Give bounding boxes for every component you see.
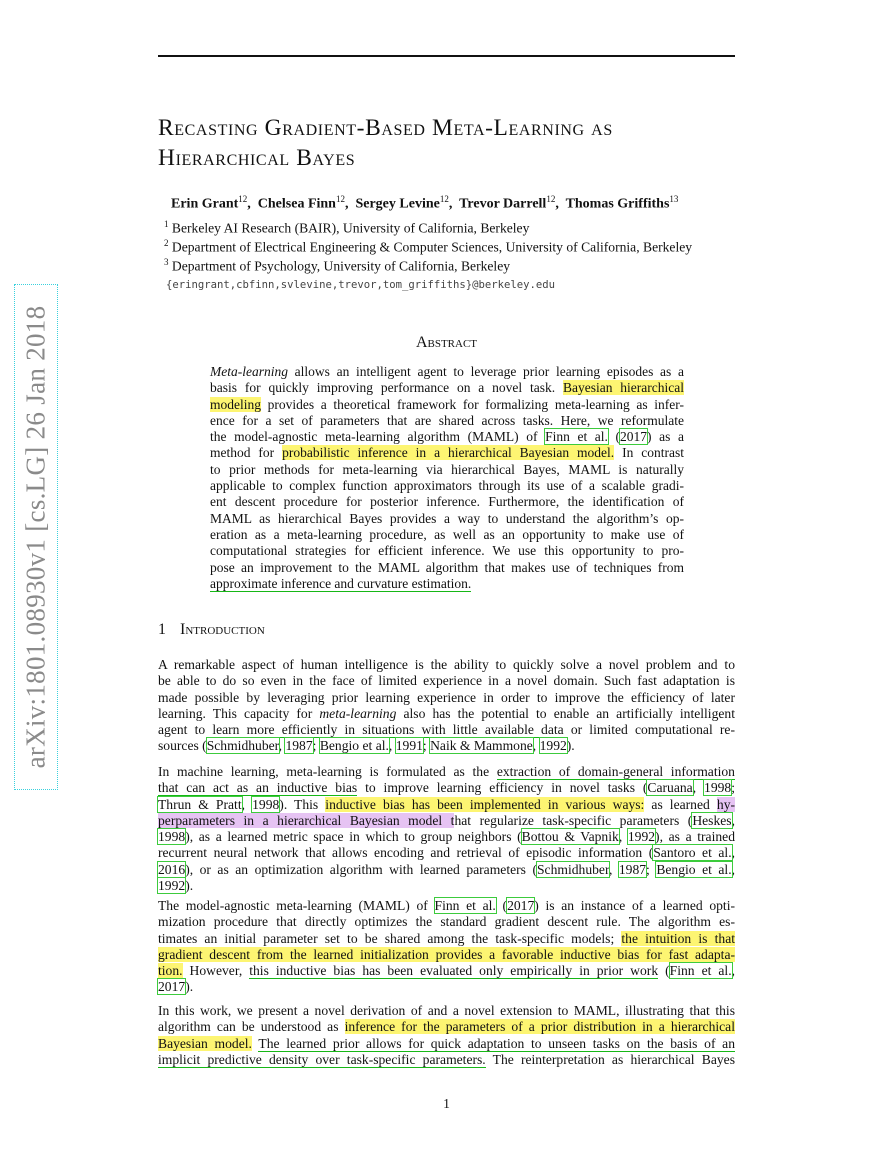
text-line: 1998), as a learned metric space in which to group neighbors (Bottou & Vapnik, 1992), as a trained [158, 829, 735, 845]
highlight[interactable]: tion. [158, 963, 183, 979]
highlight[interactable]: Bayesian hierarchical [562, 380, 684, 396]
paragraph-4 [158, 1003, 735, 1068]
text-line: learning. This capacity for meta-learning also has the potential to enable an artificially intelligent [158, 705, 735, 721]
highlight[interactable]: inductive bias has been implemented in various ways: [325, 796, 645, 812]
abstract-body [210, 364, 684, 592]
abstract-heading: Abstract [415, 334, 478, 351]
text-line: that can act as an inductive bias to improve learning efficiency in novel tasks (Caruana, 1998; [158, 780, 735, 796]
text-line: recurrent neural network that allows encoding and retrieval of episodic information (Santoro et al., [158, 845, 736, 861]
highlight[interactable]: probabilistic inference in a hierarchical Bayesian model. [282, 445, 615, 461]
underline-annotation[interactable]: approximate inference and curvature estimation. [210, 575, 472, 591]
author: Erin Grant [171, 196, 239, 212]
text-line [158, 947, 735, 963]
highlight[interactable]: perparameters in a hierarchical Bayesian model t [158, 812, 455, 828]
citation-link[interactable]: Schmidhuber [206, 738, 279, 754]
abstract-line: to prior methods for meta-learning via hierarchical Bayes, MAML is naturally [210, 461, 684, 477]
author-list: Erin Grant$^{12}$, Chelsea Finn$^{12}$, Sergey Levine$^{12}$, Trevor Darrell$^{12}$, Thomas Griffiths$^{13}$ [171, 194, 679, 212]
abstract-line: computational strategies for efficient inference. We use this opportunity to pro- [210, 543, 684, 559]
citation-link[interactable]: 1998 [252, 796, 280, 812]
highlight[interactable]: modeling [210, 396, 261, 412]
text-line: mization procedure that directly optimizes the standard gradient descent rule. The algorithm es- [158, 914, 735, 930]
abstract-line: ence for a set of parameters that are shared across tasks. Here, we reformulate [210, 412, 684, 428]
text-line: agent to learn more efficiently in situations with little available data or limited computational re- [158, 722, 735, 738]
citation-link[interactable]: Bengio et al. [656, 861, 732, 877]
citation-link[interactable]: 1992 [158, 878, 186, 894]
paragraph-1 [158, 657, 735, 755]
text-line: A remarkable aspect of human intelligence is the ability to quickly solve a novel problem and to [158, 657, 735, 672]
underline-annotation[interactable]: extraction of domain-general information [496, 764, 735, 779]
citation-link[interactable]: 1998 [704, 780, 732, 796]
abstract-line: eration as a meta-learning procedure, as well as an opportunity to make use of [210, 526, 684, 542]
title-line-2: Hierarchical Bayes [158, 145, 356, 171]
section-heading: 1 Introduction [158, 621, 265, 638]
citation-link[interactable]: Bottou & Vapnik [521, 829, 619, 845]
abstract-line: ent descent procedure for posterior inference. Furthermore, the identification of [210, 494, 684, 510]
text-line: 2016), or as an optimization algorithm with learned parameters (Schmidhuber, 1987; Bengio et al., [158, 861, 736, 877]
text-line: made possible by leveraging prior learning experience in order to improve the efficiency of later [158, 689, 735, 705]
citation-link[interactable]: 1992 [627, 829, 656, 845]
highlight[interactable]: inference for the parameters of a prior distribution in a hierarchical [344, 1019, 735, 1035]
paper-title [158, 113, 748, 173]
citation-link[interactable]: 2017 [158, 979, 186, 995]
title-line-1: Recasting Gradient-Based Meta-Learning as [158, 115, 613, 141]
citation-link[interactable]: 1987 [285, 738, 313, 754]
abstract-line: Meta-learning allows an intelligent agent to leverage prior learning episodes as a [210, 364, 684, 379]
citation-link[interactable]: 1987 [618, 861, 647, 877]
author-emails: {eringrant,cbfinn,svlevine,trevor,tom_griffiths}@berkeley.edu [166, 279, 556, 291]
citation-link[interactable]: Thrun & Pratt [158, 796, 242, 812]
text-line: In machine learning, meta-learning is formulated as the extraction of domain-general information [158, 764, 735, 779]
citation-link[interactable]: Naik & Mammone [430, 738, 533, 754]
abstract-line: applicable to complex function approximators through its use of a scalable gradi- [210, 478, 684, 494]
arxiv-identifier[interactable]: arXiv:1801.08930v1 [cs.LG] 26 Jan 2018 [20, 305, 51, 769]
abstract-line: MAML as hierarchical Bayes provides a way to understand the algorithm’s op- [210, 510, 684, 526]
highlight[interactable]: the intuition is that [621, 930, 735, 946]
text-line: 1992). [158, 878, 194, 894]
citation-link[interactable]: 1991 [395, 738, 423, 754]
highlight[interactable]: Bayesian model. [158, 1035, 252, 1051]
paragraph-2 [158, 764, 735, 894]
abstract-line: modeling provides a theoretical framework for formalizing meta-learning as infer- [210, 396, 684, 412]
text-line: Thrun & Pratt, 1998). This inductive bias has been implemented in various ways: as learned hy- [158, 796, 736, 812]
citation-link[interactable]: 2016 [158, 861, 186, 877]
text-line: 2017). [158, 979, 194, 995]
text-line: tion. However, this inductive bias has been evaluated only empirically in prior work (Finn et al., [158, 963, 735, 979]
abstract-line: pose an improvement to the MAML algorithm that makes use of techniques from [210, 559, 684, 575]
highlight[interactable]: gradient descent from the learned initialization provides a favorable inductive bias for fast adapta- [158, 946, 735, 962]
text-line: be able to do so even in the face of limited experience in a novel domain. Such fast adaptation is [158, 673, 735, 689]
citation-link[interactable]: Bengio et al. [319, 738, 389, 754]
citation-link[interactable]: Finn et al. [545, 429, 608, 445]
citation-link[interactable]: 1998 [158, 829, 186, 845]
author: Trevor Darrell [459, 196, 547, 212]
underline-annotation[interactable]: learn more efficiently in situations with little available data [212, 722, 564, 738]
top-rule [158, 55, 735, 57]
author: Chelsea Finn [257, 196, 336, 212]
text-line: implicit predictive density over task-specific parameters. The reinterpretation as hierarchical Bayes [158, 1051, 735, 1067]
citation-link[interactable]: Santoro et al. [653, 845, 732, 861]
abstract-line: the model-agnostic meta-learning algorithm (MAML) of Finn et al. (2017) as a [210, 429, 684, 445]
text-line [158, 1036, 735, 1052]
underline-annotation[interactable]: The learned prior allows for quick adaptation to unseen tasks on the basis of an [258, 1035, 736, 1051]
affiliation: $^1$ Berkeley AI Research (BAIR), University of California, Berkeley [164, 219, 530, 236]
citation-link[interactable]: Schmidhuber [536, 861, 609, 877]
underline-annotation[interactable]: this inductive bias has been evaluated only empirically in prior work [249, 963, 659, 979]
abstract-line [210, 576, 684, 592]
underline-annotation[interactable]: implicit predictive density over task-specific parameters. [158, 1051, 486, 1067]
author: Sergey Levine [355, 196, 440, 212]
affiliation: $^2$ Department of Electrical Engineering & Computer Sciences, University of California, Berkeley [164, 238, 693, 255]
text-line: sources (Schmidhuber, 1987; Bengio et al., 1991; Naik & Mammone, 1992). [158, 738, 575, 754]
citation-link[interactable]: Heskes [692, 812, 732, 828]
citation-link[interactable]: Finn et al. [669, 963, 732, 979]
citation-link[interactable]: 2017 [620, 429, 648, 445]
abstract-line: method for probabilistic inference in a hierarchical Bayesian model. In contrast [210, 445, 684, 461]
citation-link[interactable]: Caruana [647, 780, 693, 796]
text-line: The model-agnostic meta-learning (MAML) of Finn et al. (2017) is an instance of a learned opti- [158, 898, 736, 913]
abstract-line: basis for quickly improving performance on a novel task. Bayesian hierarchical [210, 380, 684, 396]
citation-link[interactable]: 2017 [507, 898, 535, 913]
paragraph-3 [158, 898, 735, 996]
highlight[interactable]: hy- [716, 796, 736, 812]
text-line: perparameters in a hierarchical Bayesian model that regularize task-specific parameters (Heskes, [158, 812, 735, 828]
text-line: In this work, we present a novel derivation of and a novel extension to MAML, illustrating that this [158, 1003, 735, 1018]
affiliation: $^3$ Department of Psychology, University of California, Berkeley [164, 257, 511, 274]
citation-link[interactable]: 1992 [539, 738, 567, 754]
citation-link[interactable]: Finn et al. [434, 898, 496, 913]
underline-annotation[interactable]: that can act as an inductive bias [158, 780, 358, 796]
author: Thomas Griffiths [565, 196, 670, 212]
page-number: 1 [443, 1096, 450, 1111]
text-line: timates an initial parameter set to be shared among the task-specific models; the intuition is that [158, 930, 735, 946]
text-line: algorithm can be understood as inference for the parameters of a prior distribution in a hierarchical [158, 1019, 735, 1035]
